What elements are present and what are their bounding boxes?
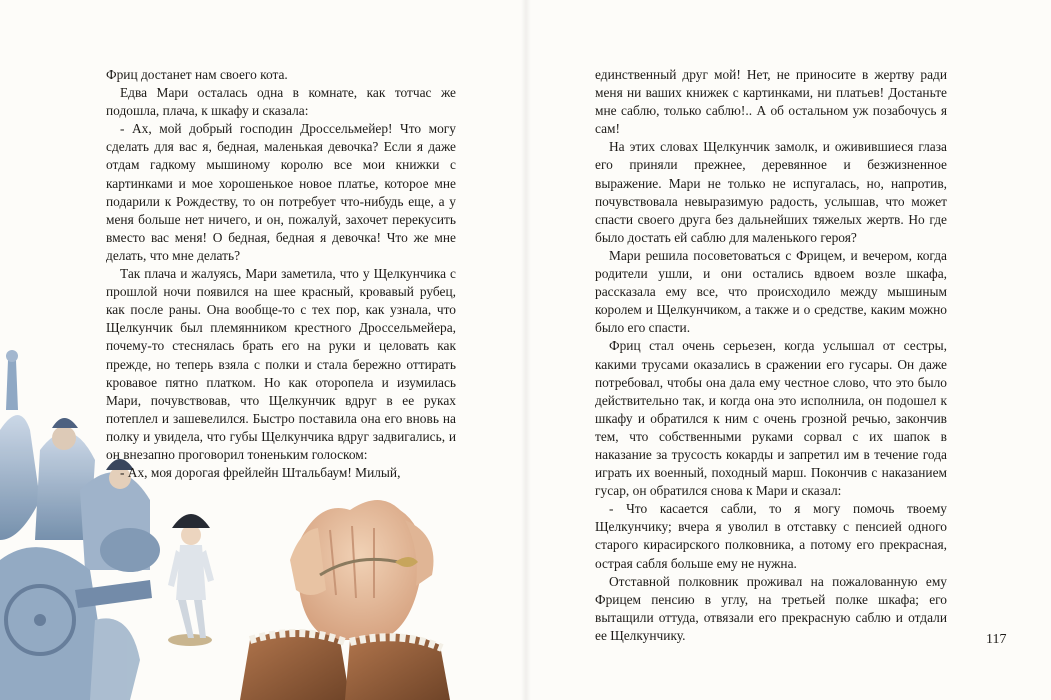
page-gutter (521, 0, 531, 700)
paragraph: Отставной полковник проживал на пожалованную ему Фрицем пенсию в углу, на третьей полке шкафа; его вытащили оттуда, отвязали его прекрасную саблю и отдали ее Щелкунчику. (595, 573, 947, 643)
hands-holding-sabre (240, 500, 450, 700)
paragraph: - Ах, моя дорогая фрейлейн Штальбаум! Милый, (120, 465, 401, 481)
paragraph: Мари решила посоветоваться с Фрицем, и вечером, когда родители ушли, и они остались вдвоем возле шкафа, рассказала ему все, что происходило между мышиным королем и Щелкунчиком, а также и о средстве, каким можно было его спасти. (595, 247, 947, 336)
paragraph: Едва Мари осталась одна в комнате, как тотчас же подошла, плача, к шкафу и сказала: (106, 85, 456, 119)
paragraph: На этих словах Щелкунчик замолк, и оживившиеся глаза его приняли прежнее, деревянное и безжизненное выражение. Мари не только не испугалась, но, напротив, почувствовала невыразимую радость, услышав, что может спасти своего друга без дальнейших тяжелых жертв. Но где было достать ей саблю для маленького героя? (595, 139, 947, 245)
paragraph: Так плача и жалуясь, Мари заметила, что у Щелкунчика с прошлой ночи появился на шее красный, кровавый рубец, как после раны. Она вообще-то с тех пор, как узнала, что Щелкунчик был племянником крестного Дроссельмейера, почему-то стеснялась брать его на руки и целовать как прежде, но теперь взяла с полки и стала бережно оттирать кровавое пятно платком. Но как оторопела и изумилась Мари, почувствовав, что Щелкунчик вдруг в ее руках потеплел и зашевелился. Быстро поставила она его вновь на полку и увидела, что губы Щелкунчика вдруг задвигались, и он внезапно проговорил тоненьким голоском: (106, 266, 456, 462)
paragraph: - Что касается сабли, то я могу помочь твоему Щелкунчику; вчера я уволил в отставку с пенсией одного старого кирасирского полковника, а потому его прекрасная, острая сабля больше ему не нужна. (595, 501, 947, 571)
paragraph: Фриц стал очень серьезен, когда услышал от сестры, какими трусами оказались в сражении его гусары. Он даже потребовал, чтобы она дала ему честное слово, что это было действительно так, и когда она это исполнила, он подошел к шкафу и обратился к ним с очень грозной речью, закончив тем, что собственными руками сорвал с их шапок в наказание за трусость кокарды и запретил им в течение года играть их военный, походный марш. Покончив с наказанием гусар, он обратился снова к Мари и сказал: (595, 338, 947, 499)
paragraph: - Ах, мой добрый господин Дроссельмейер! Что могу сделать для вас я, бедная, маленькая девочка? Если я даже отдам гадкому мышиному королю все мои книжки с картинками и мое хорошенькое новое платье, которое мне подарили к Рождеству, то он потребует что-нибудь еще, а у меня больше нет ничего, и он, пожалуй, захочет перекусить вместо вас меня! О бедная, бедная я девочка! Что же мне делать, что мне делать? (106, 121, 456, 263)
paragraph: единственный друг мой! Нет, не приносите в жертву ради меня ни ваших книжек с картинками, ни платьев! Достаньте мне саблю, только саблю!.. А об остальном уж позабочусь я сам! (595, 67, 947, 137)
paragraph: Фриц достанет нам своего кота. (106, 67, 288, 82)
page-number: 117 (986, 632, 1007, 647)
left-text-column (106, 66, 456, 482)
nutcracker-figure (168, 514, 214, 646)
right-text-column (595, 66, 947, 645)
